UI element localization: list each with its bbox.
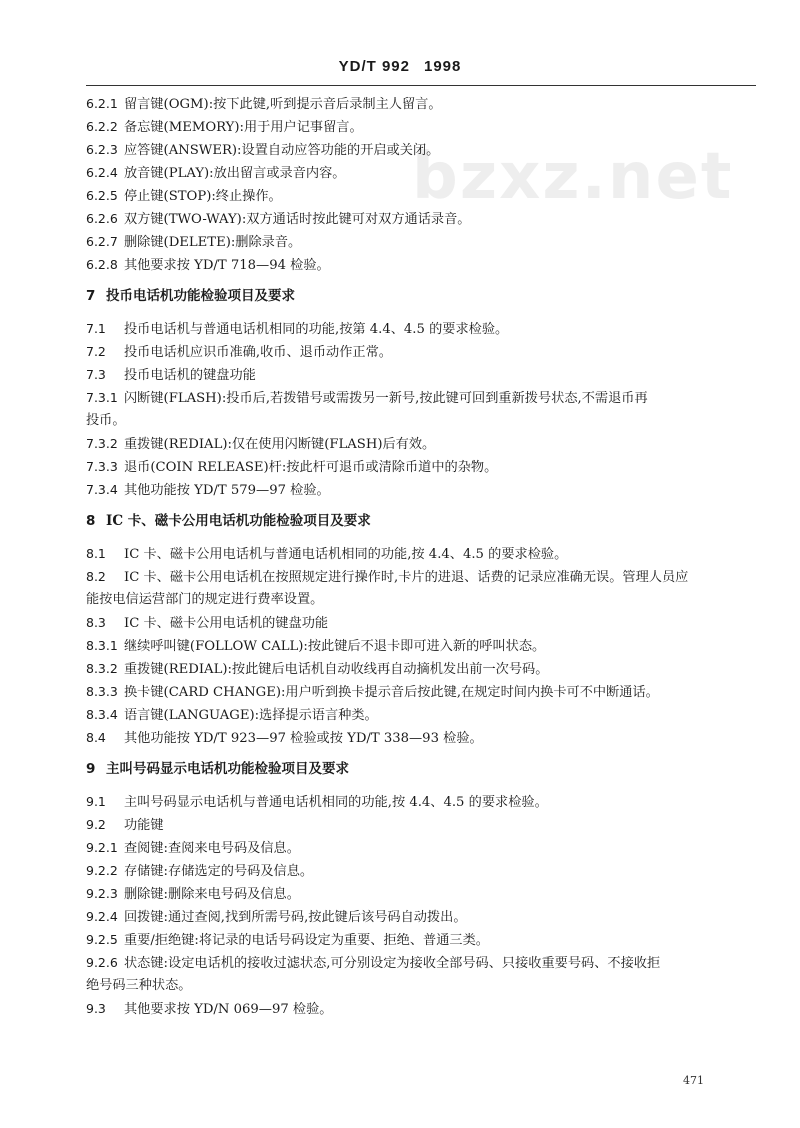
clause-item: [86, 565, 756, 588]
clause-text: 投币电话机的键盘功能: [124, 368, 256, 383]
clause-text: 投币电话机功能检验项目及要求: [106, 288, 295, 304]
clause-text: 投币电话机应识币准确,收币、退币动作正常。: [124, 345, 392, 360]
clause-number: 6.2.4: [86, 165, 118, 180]
clause-text: 功能键: [124, 818, 164, 833]
clause-item: [86, 363, 756, 386]
clause-number: 6.2.2: [86, 119, 118, 134]
clause-number: 9.1: [86, 794, 106, 809]
clause-number: 9.3: [86, 1001, 106, 1016]
clause-item: [86, 634, 756, 657]
standard-code: YD/T 992: [338, 58, 410, 75]
clause-text: 重拨键(REDIAL):仅在使用闪断键(FLASH)后有效。: [124, 437, 436, 452]
clause-item: [86, 680, 756, 703]
clause-text: 投币电话机与普通电话机相同的功能,按第 4.4、4.5 的要求检验。: [124, 322, 509, 337]
clause-text: 应答键(ANSWER):设置自动应答功能的开启或关闭。: [124, 143, 440, 158]
clause-text: 备忘键(MEMORY):用于用户记事留言。: [124, 120, 363, 135]
clause-item: [86, 859, 756, 882]
clause-number: 8.3.4: [86, 707, 118, 722]
clause-number: 7.3.3: [86, 459, 118, 474]
clause-text: 换卡键(CARD CHANGE):用户听到换卡提示音后按此键,在规定时间内换卡可不中断通话。: [124, 685, 659, 700]
clause-number: 9.2.5: [86, 932, 118, 947]
section-heading: [86, 758, 756, 781]
clause-item: [86, 790, 756, 813]
clause-number: 9.2.3: [86, 886, 118, 901]
clause-text: 双方键(TWO-WAY):双方通话时按此键可对双方通话录音。: [124, 212, 471, 227]
clause-number: 6.2.5: [86, 188, 118, 203]
clause-text: 留言键(OGM):按下此键,听到提示音后录制主人留言。: [124, 97, 442, 112]
clause-number: 6.2.7: [86, 234, 118, 249]
clause-text: 删除键:删除来电号码及信息。: [124, 887, 300, 902]
document-body: [86, 92, 756, 1020]
clause-item: [86, 611, 756, 634]
clause-item: [86, 997, 756, 1020]
clause-number: 9.2: [86, 817, 106, 832]
clause-item: [86, 340, 756, 363]
section-heading: [86, 285, 756, 308]
clause-number: 9.2.4: [86, 909, 118, 924]
clause-item: [86, 726, 756, 749]
clause-item: [86, 138, 756, 161]
clause-text: 删除键(DELETE):删除录音。: [124, 235, 302, 250]
clause-number: 8.3.1: [86, 638, 118, 653]
clause-text: 闪断键(FLASH):投币后,若拨错号或需拨另一新号,按此键可回到重新拨号状态,不需退币再: [124, 391, 648, 406]
clause-number: 8.3: [86, 615, 106, 630]
clause-text: 退币(COIN RELEASE)杆:按此杆可退币或清除币道中的杂物。: [124, 460, 498, 475]
clause-text: 重拨键(REDIAL):按此键后电话机自动收线再自动摘机发出前一次号码。: [124, 662, 549, 677]
clause-number: 9.2.6: [86, 955, 118, 970]
clause-item: [86, 115, 756, 138]
clause-item: [86, 161, 756, 184]
clause-item: [86, 928, 756, 951]
clause-item: [86, 905, 756, 928]
clause-number: 7.3: [86, 367, 106, 382]
clause-item: [86, 253, 756, 276]
clause-continuation: 绝号码三种状态。: [86, 978, 192, 993]
clause-number: 6.2.8: [86, 257, 118, 272]
clause-item: [86, 951, 756, 974]
clause-continuation: 能按电信运营部门的规定进行费率设置。: [86, 592, 324, 607]
page-number: 471: [683, 1074, 704, 1087]
clause-number: 6.2.3: [86, 142, 118, 157]
clause-item: [86, 317, 756, 340]
clause-text: IC 卡、磁卡公用电话机的键盘功能: [124, 616, 329, 631]
watermark: bzxz.net: [412, 140, 734, 214]
clause-number: 8: [86, 513, 96, 529]
clause-text: 回拨键:通过查阅,找到所需号码,按此键后该号码自动拨出。: [124, 910, 467, 925]
clause-number: 9.2.1: [86, 840, 118, 855]
clause-continuation: 投币。: [86, 413, 126, 428]
clause-text: 其他要求按 YD/T 718—94 检验。: [124, 258, 330, 273]
clause-text: 其他功能按 YD/T 579—97 检验。: [124, 483, 330, 498]
clause-text: 存储键:存储选定的号码及信息。: [124, 864, 314, 879]
clause-number: 8.4: [86, 730, 106, 745]
header-rule: [86, 85, 756, 86]
clause-number: 7.1: [86, 321, 106, 336]
clause-text: 停止键(STOP):终止操作。: [124, 189, 282, 204]
clause-text: 语言键(LANGUAGE):选择提示语言种类。: [124, 708, 378, 723]
clause-text: IC 卡、磁卡公用电话机功能检验项目及要求: [106, 513, 371, 529]
clause-number: 9: [86, 761, 96, 777]
clause-number: 7.3.2: [86, 436, 118, 451]
clause-number: 8.3.2: [86, 661, 118, 676]
clause-item: [86, 542, 756, 565]
clause-number: 7.2: [86, 344, 106, 359]
clause-item: [86, 92, 756, 115]
clause-item: [86, 230, 756, 253]
clause-item: [86, 432, 756, 455]
clause-text: 主叫号码显示电话机功能检验项目及要求: [106, 761, 349, 777]
clause-item: [86, 386, 756, 409]
standard-year: 1998: [424, 58, 462, 75]
clause-text: 主叫号码显示电话机与普通电话机相同的功能,按 4.4、4.5 的要求检验。: [124, 795, 548, 810]
clause-number: 8.3.3: [86, 684, 118, 699]
page-header: [0, 58, 800, 75]
section-heading: [86, 510, 756, 533]
clause-item: [86, 207, 756, 230]
clause-number: 9.2.2: [86, 863, 118, 878]
clause-item: [86, 184, 756, 207]
clause-item: [86, 836, 756, 859]
clause-number: 6.2.1: [86, 96, 118, 111]
clause-text: 其他要求按 YD/N 069—97 检验。: [124, 1002, 333, 1017]
clause-text: IC 卡、磁卡公用电话机与普通电话机相同的功能,按 4.4、4.5 的要求检验。: [124, 547, 568, 562]
clause-number: 8.1: [86, 546, 106, 561]
clause-item: [86, 882, 756, 905]
clause-item: [86, 813, 756, 836]
clause-text: 其他功能按 YD/T 923—97 检验或按 YD/T 338—93 检验。: [124, 731, 483, 746]
clause-text: 重要/拒绝键:将记录的电话号码设定为重要、拒绝、普通三类。: [124, 933, 489, 948]
clause-number: 7: [86, 288, 96, 304]
clause-number: 7.3.4: [86, 482, 118, 497]
clause-text: IC 卡、磁卡公用电话机在按照规定进行操作时,卡片的进退、话费的记录应准确无误。管理人员应: [124, 570, 689, 585]
clause-number: 7.3.1: [86, 390, 118, 405]
clause-number: 8.2: [86, 569, 106, 584]
clause-text: 查阅键:查阅来电号码及信息。: [124, 841, 300, 856]
clause-text: 放音键(PLAY):放出留言或录音内容。: [124, 166, 346, 181]
clause-text: 继续呼叫键(FOLLOW CALL):按此键后不退卡即可进入新的呼叫状态。: [124, 639, 546, 654]
clause-text: 状态键:设定电话机的接收过滤状态,可分别设定为接收全部号码、只接收重要号码、不接收拒: [124, 956, 661, 971]
clause-item: [86, 478, 756, 501]
clause-number: 6.2.6: [86, 211, 118, 226]
clause-item: [86, 455, 756, 478]
clause-item: [86, 703, 756, 726]
clause-item: [86, 657, 756, 680]
